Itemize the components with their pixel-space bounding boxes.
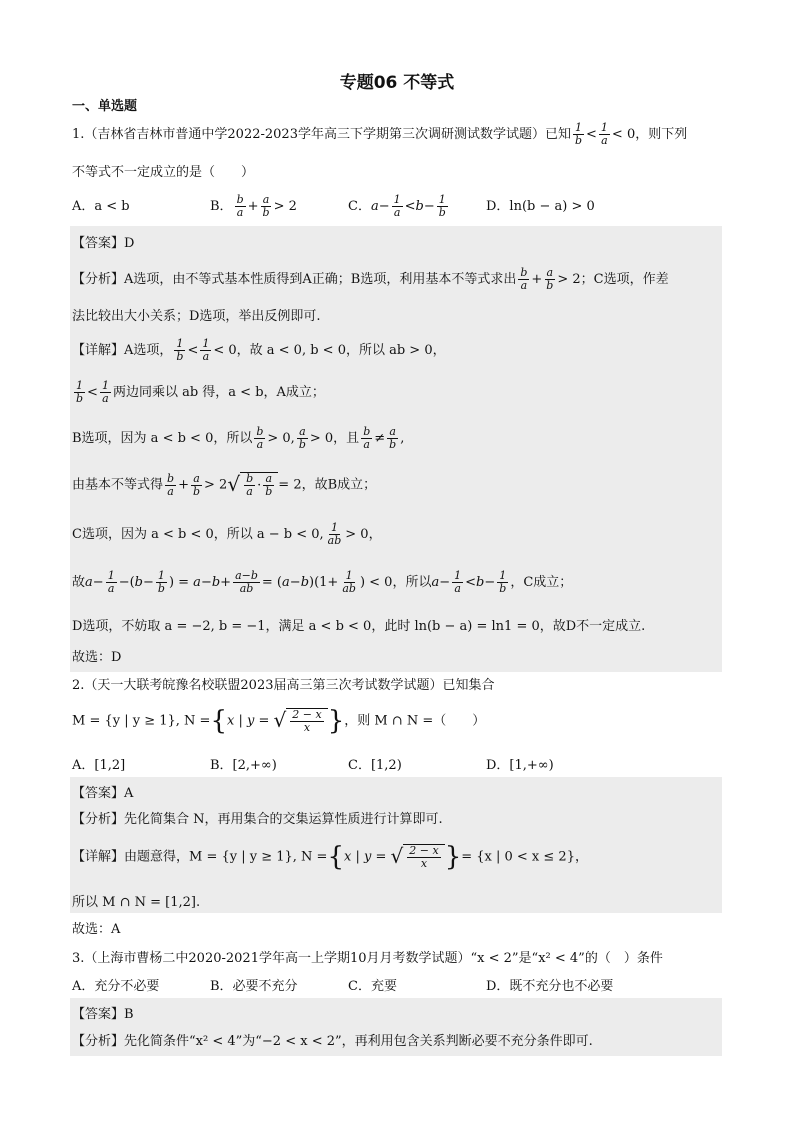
q2-analysis: 【分析】先化简集合 N，再用集合的交集运算性质进行计算即可. xyxy=(72,812,443,827)
q3-option-d: D．既不充分也不必要 xyxy=(486,979,614,994)
q3-option-b: B．必要不充分 xyxy=(210,979,298,994)
q2-stem: 2.（天一大联考皖豫名校联盟2023届高三第三次考试数学试题）已知集合 xyxy=(72,678,495,693)
q1-analysis-1: 【分析】A选项，由不等式基本性质得到A正确；B选项，利用基本不等式求出 $\frac{b}{a}$ + $\frac{a}{b}$ > 2；C选项，作差 xyxy=(72,266,669,292)
q2-options xyxy=(72,754,624,773)
q1-detail-4: 由基本不等式得 $\frac{b}{a}$ + $\frac{a}{b}$ > 2 √ $\frac{b}{a}$ · $\frac{a}{b}$ = 2，故B成立； xyxy=(72,471,377,498)
q1-analysis-2: 法比较出大小关系；D选项，举出反例即可. xyxy=(72,309,321,324)
q2-choice: 故选：A xyxy=(72,922,121,937)
q2-option-c: C．[1,2) xyxy=(348,758,402,773)
q2-answer: 【答案】A xyxy=(72,786,134,801)
q1-detail-3: B选项，因为 a < b < 0，所以 $\frac{b}{a}$ > 0, $\frac{a}{b}$ > 0，且 $\frac{b}{a}$ ≠ $\frac{a}{b}$ , xyxy=(72,425,405,451)
q2-option-a: A．[1,2] xyxy=(72,758,126,773)
q1-options xyxy=(72,194,624,219)
q1-option-d: D．ln(b − a) > 0 xyxy=(486,199,595,214)
q1-detail-6: 故a− $\frac{1}{a}$ −(b− $\frac{1}{b}$ ) = a−b+ $\frac{a-b}{ab}$ = (a−b)(1+ $\frac{1}{ab}$ ) < 0，所以a− $\frac{1}{a}$ <b− $\frac{1}{b}$ ，C成立； xyxy=(72,569,573,595)
q2-detail-1: 【详解】由题意得，M = {y | y ≥ 1}, N ={x | y = √ $\frac{2 - x}{x}$ }= {x | 0 < x ≤ 2}， xyxy=(72,842,588,872)
q2-option-d: D．[1,+∞) xyxy=(486,758,554,773)
page-title: 专题06 不等式 xyxy=(339,73,455,93)
q1-detail-7: D选项，不妨取 a = −2, b = −1，满足 a < b < 0，此时 ln(b − a) = ln1 = 0，故D不一定成立. xyxy=(72,619,646,634)
section-heading: 一、单选题 xyxy=(72,99,138,114)
q2-option-b: B．[2,+∞) xyxy=(210,758,277,773)
q1-detail-2: $\frac{1}{b}$ < $\frac{1}{a}$ 两边同乘以 ab 得，a < b，A成立； xyxy=(76,379,325,405)
q3-option-a: A．充分不必要 xyxy=(72,979,160,994)
q1-stem-line2: 不等式不一定成立的是（ ） xyxy=(72,165,255,180)
q3-analysis: 【分析】先化简条件“x² < 4”为“−2 < x < 2”，再利用包含关系判断必要不充分条件即可. xyxy=(72,1034,593,1049)
q1-detail-5: C选项，因为 a < b < 0，所以 a − b < 0, $\frac{1}{ab}$ > 0， xyxy=(72,521,382,547)
q1-detail-1: 【详解】A选项， $\frac{1}{b}$ < $\frac{1}{a}$ < 0，故 a < 0, b < 0，所以 ab > 0， xyxy=(72,337,446,363)
q1-option-c: C．a− $\frac{1}{a}$ <b− $\frac{1}{b}$ xyxy=(348,193,446,219)
q1-answer: 【答案】D xyxy=(72,236,135,251)
q1-stem: 1.（吉林省吉林市普通中学2022-2023学年高三下学期第三次调研测试数学试题）已知 $\frac{1}{b}$ < $\frac{1}{a}$ < 0，则下列 xyxy=(72,121,688,147)
q3-option-c: C．充要 xyxy=(348,979,397,994)
q2-detail-2: 所以 M ∩ N = [1,2]. xyxy=(72,895,201,910)
q2-sets: M = {y | y ≥ 1}, N ={x | y = √ $\frac{2 - x}{x}$ }，则 M ∩ N =（ ） xyxy=(72,706,486,736)
q3-answer: 【答案】B xyxy=(72,1007,134,1022)
q1-choice: 故选：D xyxy=(72,650,122,665)
q3-options xyxy=(72,975,624,994)
q1-option-b: B． $\frac{b}{a}$ + $\frac{a}{b}$ > 2 xyxy=(210,193,297,219)
q1-option-a: A．a < b xyxy=(72,199,130,214)
q3-stem: 3.（上海市曹杨二中2020-2021学年高一上学期10月月考数学试题）“x < 2”是“x² < 4”的（ ）条件 xyxy=(72,951,663,966)
